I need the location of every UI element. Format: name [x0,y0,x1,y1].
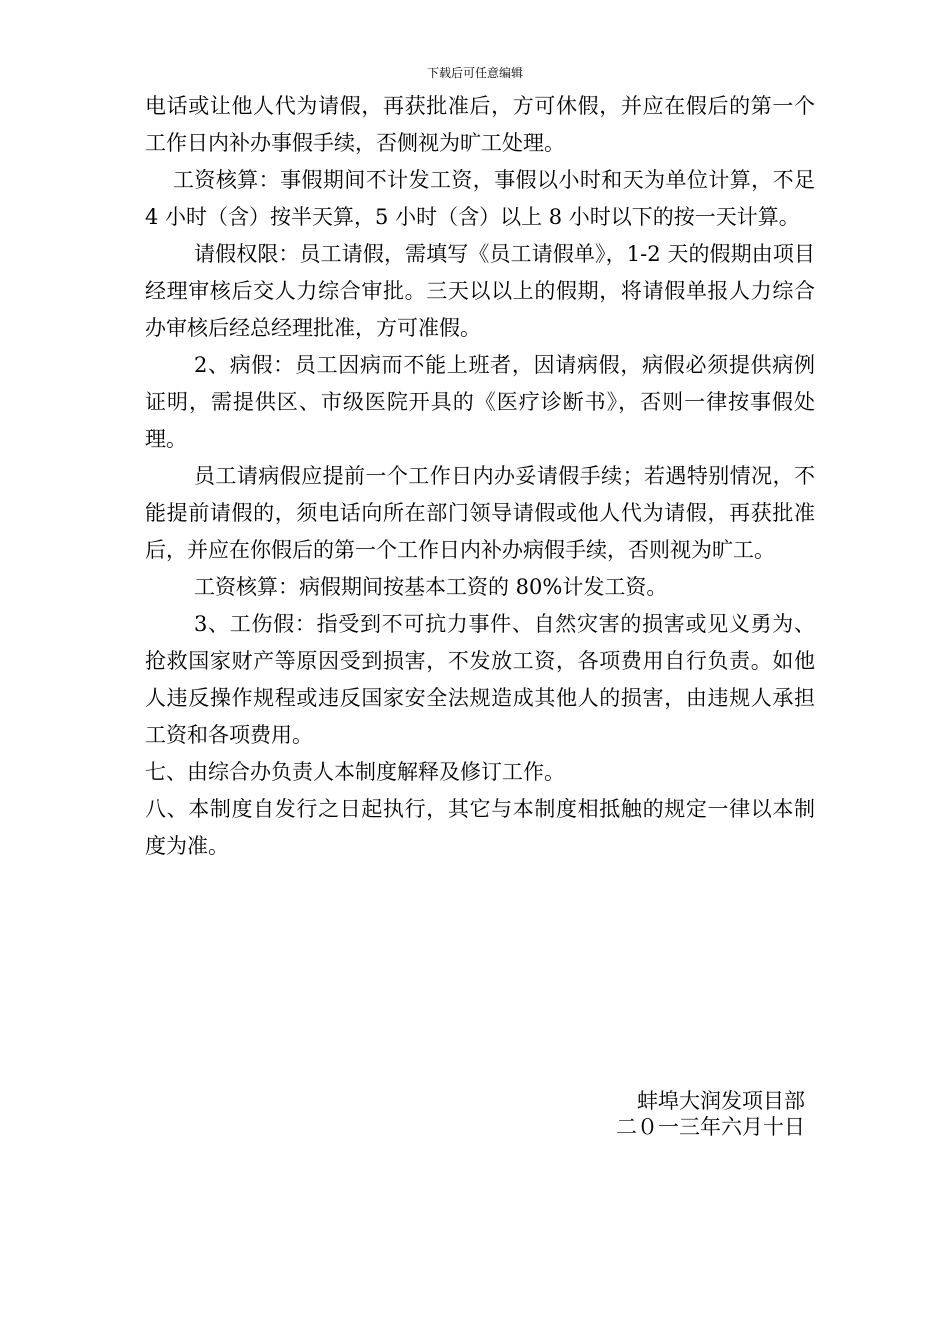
paragraph-section-eight: 八、本制度自发行之日起执行，其它与本制度相抵触的规定一律以本制度为准。 [145,797,815,858]
document-body [145,88,815,865]
paragraph-injury-leave: 3、工伤假：指受到不可抗力事件、自然灾害的损害或见义勇为、抢救国家财产等原因受到损害，不发放工资，各项费用自行负责。如他人违反操作规程或违反国家安全法规造成其他人的损害，由违规人承担工资和各项费用。 [145,612,815,747]
signature-block [616,1088,805,1140]
paragraph-sick-leave-procedure: 员工请病假应提前一个工作日内办妥请假手续；若遇特别情况，不能提前请假的，须电话向所在部门领导请假或他人代为请假，再获批准后，并应在你假后的第一个工作日内补办病假手续，否则视为旷工。 [145,464,815,562]
paragraph-sick-leave: 2、病假：员工因病而不能上班者，因请病假，病假必须提供病例证明，需提供区、市级医院开具的《医疗诊断书》，否则一律按事假处理。 [145,353,815,451]
paragraph-personal-leave-procedure: 电话或让他人代为请假，再获批准后，方可休假，并应在假后的第一个工作日内补办事假手续，否侧视为旷工处理。 [145,94,815,155]
signature-organization: 蚌埠大润发项目部 [637,1089,805,1113]
page-header-note: 下载后可任意编辑 [426,66,523,80]
paragraph-leave-authority: 请假权限：员工请假，需填写《员工请假单》，1-2 天的假期由项目经理审核后交人力综合审批。三天以以上的假期，将请假单报人力综合办审核后经总经理批准，方可准假。 [145,242,815,340]
paragraph-sick-leave-pay: 工资核算：病假期间按基本工资的 80%计发工资。 [194,575,668,599]
signature-date: 二０一三年六月十日 [616,1115,805,1139]
paragraph-section-seven: 七、由综合办负责人本制度解释及修订工作。 [145,760,565,784]
paragraph-personal-leave-pay: 工资核算：事假期间不计发工资，事假以小时和天为单位计算，不足 4 小时（含）按半天算，5 小时（含）以上 8 小时以下的按一天计算。 [145,168,815,229]
